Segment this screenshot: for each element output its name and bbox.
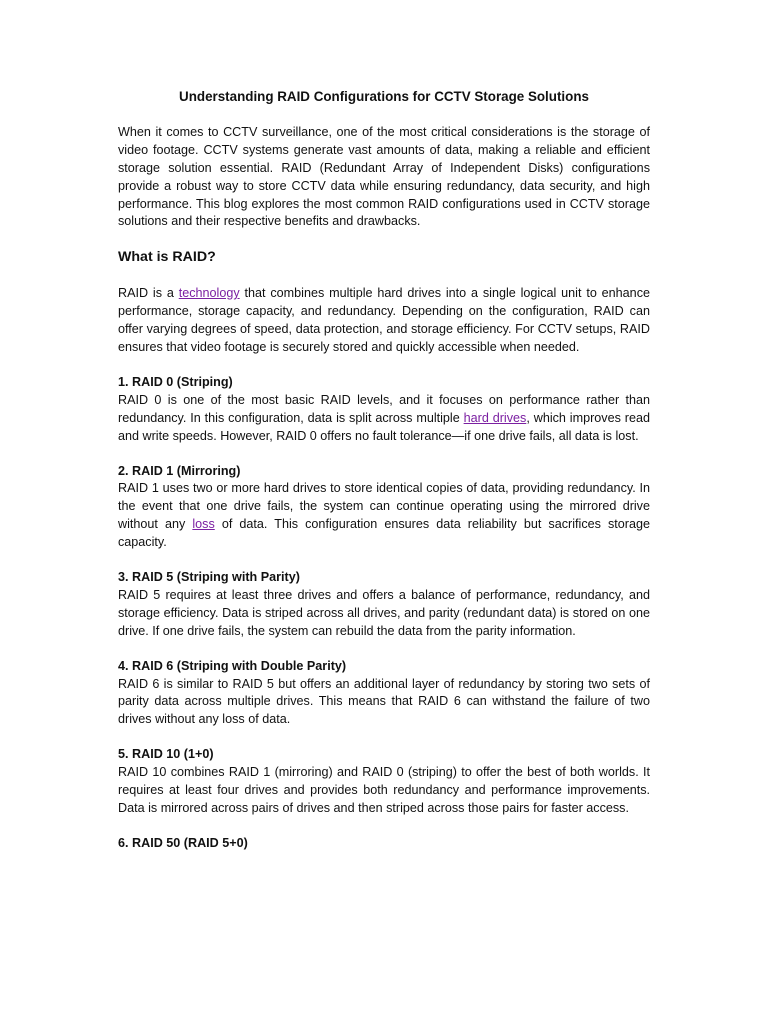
intro-paragraph: When it comes to CCTV surveillance, one of the most critical considerations is the storage of video footage. CCTV systems generate vast amounts of data, making a reliable and efficient storage solution essential. RAID (Redundant Array of Independent Disks) configurations provide a robust way to store CCTV data while ensuring redundancy, data security, and high performance. This blog explores the most common RAID configurations used in CCTV storage solutions and their respective benefits and drawbacks.	[118, 124, 650, 229]
text-span: RAID 0 is one of the most basic RAID levels, and it focuses on performance rather than redundancy. In this configuration, data is split across multiple	[118, 392, 650, 425]
text-span: , which improves read and write speeds. However, RAID 0 offers no fault tolerance—if one drive fails, all data is lost.	[118, 410, 650, 443]
technology-link[interactable]: technology	[178, 286, 240, 301]
what-is-raid-heading: What is RAID?	[118, 249, 216, 266]
raid6-title: 4. RAID 6 (Striping with Double Parity)	[118, 658, 347, 673]
text-span: RAID 1 uses two or more hard drives to store identical copies of data, providing redundancy. In the event that one drive fails, the system can continue operating using the mirrored drive without any	[118, 481, 650, 532]
raid10-title: 5. RAID 10 (1+0)	[118, 747, 214, 762]
raid0-title: 1. RAID 0 (Striping)	[118, 374, 233, 389]
what-is-raid-paragraph	[118, 285, 650, 357]
raid6-section	[118, 658, 650, 730]
text-span: RAID is a	[118, 286, 179, 301]
loss-link[interactable]: loss	[192, 517, 215, 532]
raid5-section	[118, 569, 650, 641]
text-span: that combines multiple hard drives into a single logical unit to enhance performance, storage capacity, and redundancy. Depending on the configuration, RAID can offer varying degrees of speed, data protection, and storage efficiency. For CCTV setups, RAID ensures that video footage is securely stored and quickly accessible when needed.	[118, 286, 650, 354]
document-title: Understanding RAID Configurations for CCTV Storage Solutions	[179, 89, 589, 104]
raid50-title: 6. RAID 50 (RAID 5+0)	[118, 835, 248, 850]
raid5-paragraph: RAID 5 requires at least three drives and offers a balance of performance, redundancy, and storage efficiency. Data is striped across all drives, and parity (redundant data) is stored on one drive. If one drive fails, the system can rebuild the data from the parity information.	[118, 587, 650, 638]
text-span: of data. This configuration ensures data reliability but sacrifices storage capacity.	[118, 517, 650, 550]
raid1-paragraph	[118, 480, 650, 552]
raid50-section	[118, 835, 650, 853]
raid10-section	[118, 746, 650, 818]
raid10-paragraph: RAID 10 combines RAID 1 (mirroring) and RAID 0 (striping) to offer the best of both worlds. It requires at least four drives and provides both redundancy and performance improvements. Data is mirrored across pairs of drives and then striped across those pairs for faster access.	[118, 765, 650, 815]
raid1-section	[118, 463, 650, 553]
raid5-title: 3. RAID 5 (Striping with Parity)	[118, 570, 300, 585]
raid1-title: 2. RAID 1 (Mirroring)	[118, 463, 241, 478]
raid6-paragraph: RAID 6 is similar to RAID 5 but offers an additional layer of redundancy by storing two sets of parity data across multiple drives. This means that RAID 6 can withstand the failure of two drives without any loss of data.	[118, 676, 650, 727]
hard-drives-link[interactable]: hard drives	[463, 410, 527, 425]
document-page	[118, 88, 650, 853]
raid0-section	[118, 374, 650, 446]
raid0-paragraph	[118, 392, 650, 446]
